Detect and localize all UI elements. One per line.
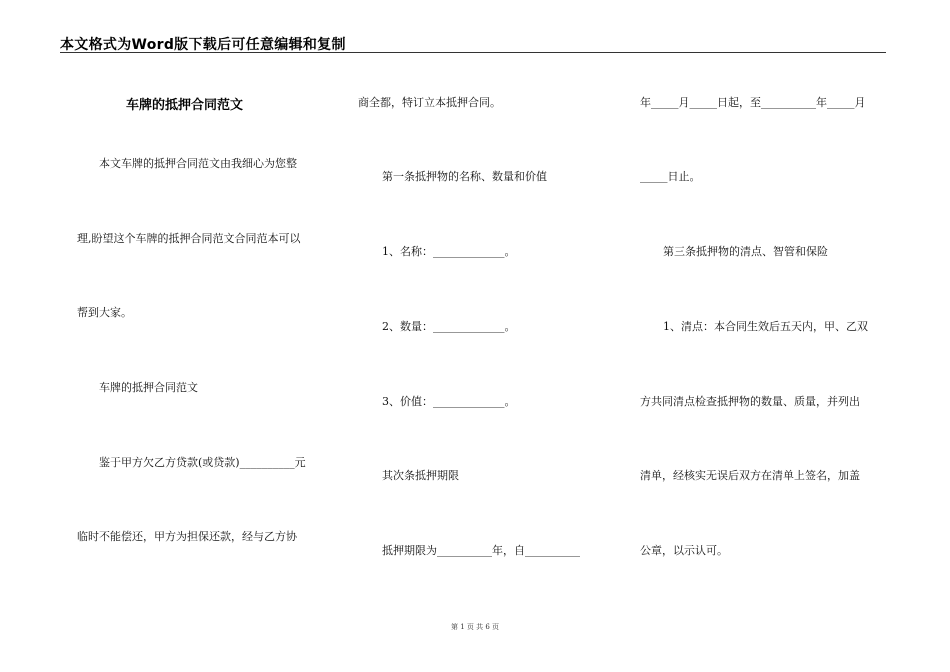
paragraph-line: 车牌的抵押合同范文 [99,381,198,394]
paragraph-line: 商全都，特订立本抵押合同。 [358,96,501,109]
paragraph-line: 2、数量：_____________。 [382,320,516,333]
paragraph-line: 本文车牌的抵押合同范文由我细心为您整 [99,157,297,170]
paragraph-line: 1、清点：本合同生效后五天内，甲、乙双 [663,320,868,333]
section-heading: 第三条抵押物的清点、智管和保险 [663,245,828,258]
paragraph-line: 1、名称：_____________。 [382,245,516,258]
paragraph-line: 公章，以示认可。 [640,544,728,557]
paragraph-line: 抵押期限为__________年，自__________ [382,544,580,557]
paragraph-line: 临时不能偿还，甲方为担保还款，经与乙方协 [77,530,297,543]
paragraph-line: _____日止。 [640,170,701,183]
document-title: 车牌的抵押合同范文 [126,98,244,113]
paragraph-line: 方共同清点检查抵押物的数量、质量，并列出 [640,395,860,408]
section-heading: 第一条抵押物的名称、数量和价值 [382,170,547,183]
paragraph-line: 理,盼望这个车牌的抵押合同范文合同范本可以 [77,232,301,245]
paragraph-line: 帮到大家。 [77,306,132,319]
paragraph-line: 清单，经核实无误后双方在清单上签名，加盖 [640,469,860,482]
paragraph-line: 3、价值：_____________。 [382,395,516,408]
paragraph-line: 年_____月_____日起，至__________年_____月 [640,96,866,109]
document-banner: 本文格式为Word版下载后可任意编辑和复制 [60,37,346,53]
section-heading: 其次条抵押期限 [382,469,459,482]
header-divider [60,52,886,53]
page-number: 第 1 页 共 6 页 [450,623,500,631]
paragraph-line: 鉴于甲方欠乙方贷款(或贷款)__________元 [99,456,306,469]
